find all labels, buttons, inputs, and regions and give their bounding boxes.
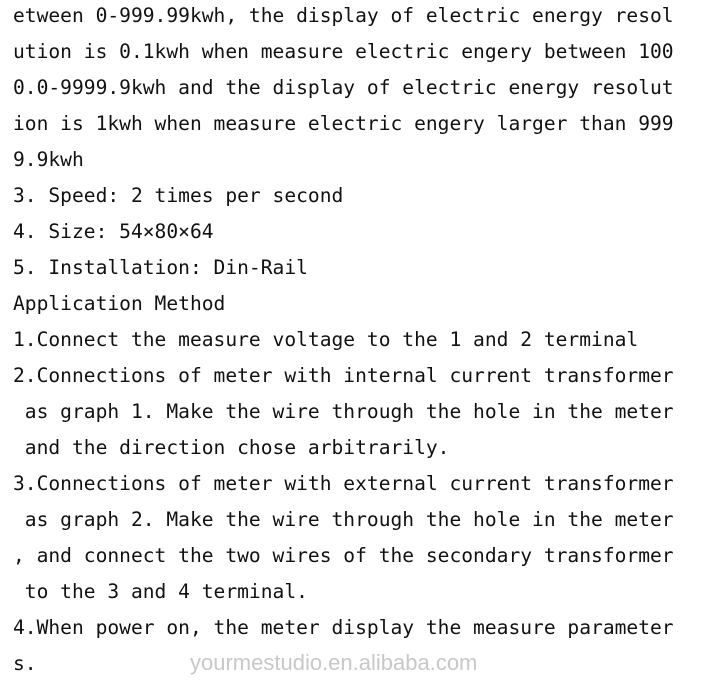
text-line: 3. Speed: 2 times per second xyxy=(13,184,344,207)
text-line: etween 0-999.99kwh, the display of electric energy resol xyxy=(13,4,674,27)
text-line: 4.When power on, the meter display the measure parameter xyxy=(13,616,674,639)
text-line: ution is 0.1kwh when measure electric engery between 100 xyxy=(13,40,674,63)
text-line: , and connect the two wires of the secondary transformer xyxy=(13,544,674,567)
text-line: ion is 1kwh when measure electric engery larger than 999 xyxy=(13,112,674,135)
text-line: and the direction chose arbitrarily. xyxy=(13,436,450,459)
document-body xyxy=(13,0,703,682)
text-line: 9.9kwh xyxy=(13,148,84,171)
watermark: yourmestudio.en.alibaba.com xyxy=(190,650,478,675)
text-line: 5. Installation: Din-Rail xyxy=(13,256,308,279)
text-line: 2.Connections of meter with internal current transformer xyxy=(13,364,674,387)
text-line: 4. Size: 54×80×64 xyxy=(13,220,214,243)
text-line: 3.Connections of meter with external current transformer xyxy=(13,472,674,495)
text-line: s. xyxy=(13,652,37,675)
text-line: 1.Connect the measure voltage to the 1 and 2 terminal xyxy=(13,328,639,351)
text-line: as graph 2. Make the wire through the hole in the meter xyxy=(13,508,674,531)
text-line: 0.0-9999.9kwh and the display of electric energy resolut xyxy=(13,76,674,99)
text-line: as graph 1. Make the wire through the hole in the meter xyxy=(13,400,674,423)
text-line: to the 3 and 4 terminal. xyxy=(13,580,308,603)
section-heading: Application Method xyxy=(13,292,226,315)
